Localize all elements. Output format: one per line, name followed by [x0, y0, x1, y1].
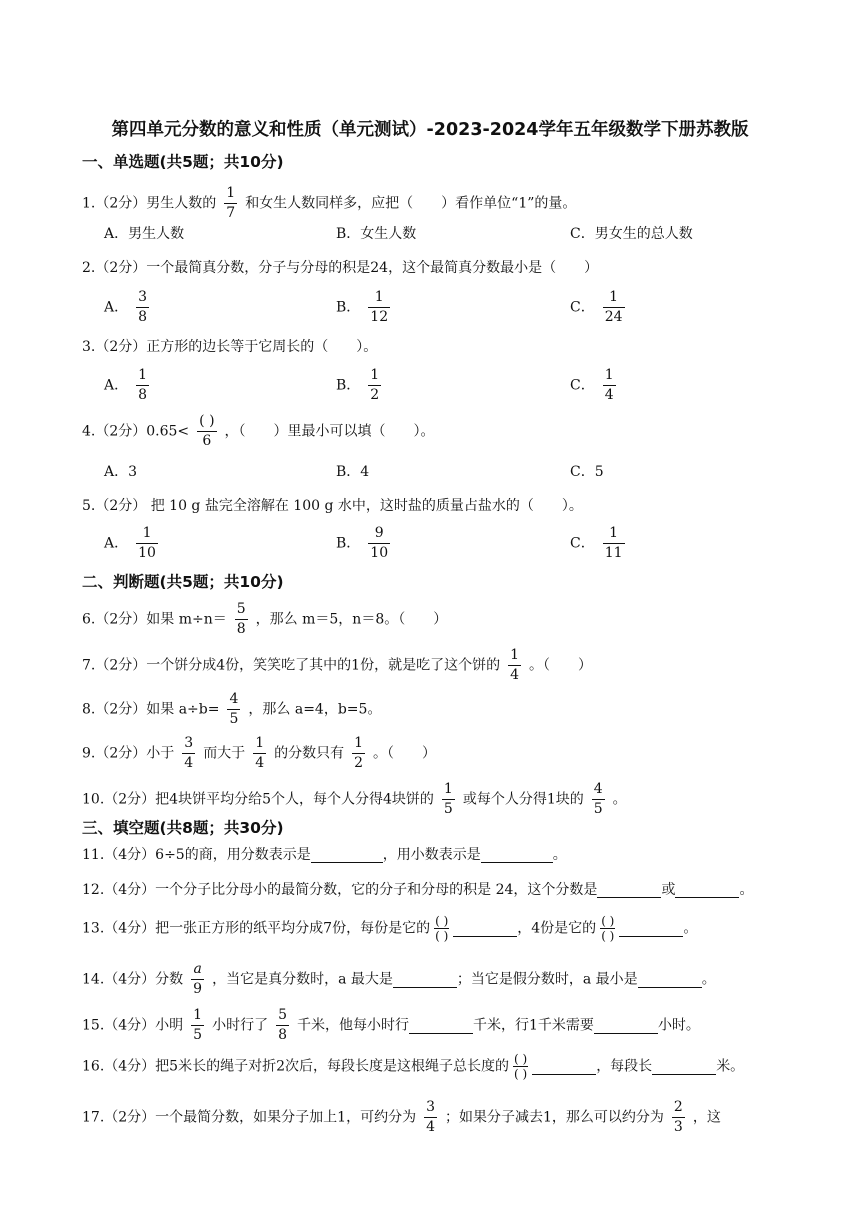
answer-blank[interactable]	[594, 1018, 658, 1034]
question-13: 13.（4分）把一张正方形的纸平均分成7份，每份是它的 $\frac{( )}{( )}$ ，4份是它的 $\frac{( )}{( )}$ 。	[82, 914, 698, 943]
answer-blank[interactable]	[675, 882, 739, 898]
question-6: 6.（2分）如果 m÷n＝ $\frac{5}{8}$ ，那么 m＝5，n＝8。（ ）	[82, 601, 448, 637]
question-3: 3.（2分）正方形的边长等于它周长的（ ）。	[82, 339, 378, 355]
answer-blank[interactable]	[638, 972, 702, 988]
answer-blank[interactable]	[453, 921, 517, 937]
fraction: $\frac{1}{5}$	[193, 1007, 203, 1043]
q4-option-b[interactable]: B．4	[336, 464, 370, 480]
q4-option-a[interactable]: A．3	[104, 464, 138, 480]
fraction: $\frac{9}{10}$	[370, 525, 389, 561]
question-4: 4.（2分）0.65< $\frac{( )}{6}$ ，（ ）里最小可以填（ ）。	[82, 413, 435, 449]
q2-option-b[interactable]: B． $\frac{1}{12}$	[336, 289, 389, 325]
fraction: $\frac{1}{12}$	[370, 289, 389, 325]
q2-option-c[interactable]: C． $\frac{1}{24}$	[570, 289, 623, 325]
question-17: 17.（2分）一个最简分数，如果分子加上1，可约分为 $\frac{3}{4}$ ；如果分子减去1，那么可以约分为 $\frac{2}{3}$ ，这	[82, 1099, 721, 1135]
fraction-blank[interactable]: $\frac{( )}{( )}$	[435, 914, 449, 943]
answer-blank[interactable]	[311, 847, 383, 863]
question-8: 8.（2分）如果 a÷b= $\frac{4}{5}$ ，那么 a=4，b=5。	[82, 691, 382, 727]
fraction: $\frac{3}{4}$	[184, 735, 194, 771]
fraction: $\frac{a}{9}$	[193, 961, 203, 997]
q3-option-b[interactable]: B． $\frac{1}{2}$	[336, 367, 380, 403]
q1-option-b[interactable]: B．女生人数	[336, 226, 417, 242]
q1-option-a[interactable]: A．男生人数	[104, 226, 185, 242]
answer-blank[interactable]	[409, 1018, 473, 1034]
fraction: $\frac{1}{4}$	[510, 647, 519, 683]
fraction: $\frac{4}{5}$	[593, 781, 603, 817]
fraction: $\frac{3}{8}$	[138, 289, 148, 325]
q5-option-c[interactable]: C． $\frac{1}{11}$	[570, 525, 623, 561]
page-title: 第四单元分数的意义和性质（单元测试）-2023-2024学年五年级数学下册苏教版	[111, 120, 749, 140]
q5-option-a[interactable]: A． $\frac{1}{10}$	[104, 525, 156, 561]
fraction: $\frac{1}{2}$	[354, 735, 364, 771]
section-heading-single-choice: 一、单选题(共5题；共10分)	[82, 153, 284, 171]
fraction: $\frac{1}{11}$	[604, 525, 623, 561]
section-heading-true-false: 二、判断题(共5题；共10分)	[82, 573, 284, 591]
fraction: $\frac{1}{10}$	[138, 525, 156, 561]
fraction: $\frac{1}{8}$	[138, 367, 148, 403]
question-15: 15.（4分）小明 $\frac{1}{5}$ 小时行了 $\frac{5}{8}$ 千米，他每小时行 千米，行1千米需要 小时。	[82, 1007, 700, 1043]
question-5: 5.（2分） 把 10 g 盐完全溶解在 100 g 水中，这时盐的质量占盐水的（ ）。	[82, 498, 583, 514]
fraction: $\frac{3}{4}$	[426, 1099, 435, 1135]
question-2: 2.（2分）一个最简真分数，分子与分母的积是24，这个最简真分数最小是（ ）	[82, 260, 599, 276]
fraction: $\frac{5}{8}$	[278, 1007, 288, 1043]
answer-blank[interactable]	[652, 1059, 716, 1075]
fraction: $\frac{1}{7}$	[226, 185, 236, 221]
question-7: 7.（2分）一个饼分成4份，笑笑吃了其中的1份，就是吃了这个饼的 $\frac{1}{4}$ 。（ ）	[82, 647, 592, 683]
q3-option-a[interactable]: A． $\frac{1}{8}$	[104, 367, 148, 403]
question-10: 10.（2分）把4块饼平均分给5个人，每个人分得4块饼的 $\frac{1}{5}$ 或每个人分得1块的 $\frac{4}{5}$ 。	[82, 781, 627, 817]
answer-blank[interactable]	[619, 921, 683, 937]
fraction: $\frac{2}{3}$	[673, 1099, 683, 1135]
question-16: 16.（4分）把5米长的绳子对折2次后，每段长度是这根绳子总长度的 $\frac{( )}{( )}$ ，每段长 米。	[82, 1052, 745, 1081]
fraction: $\frac{( )}{6}$	[199, 413, 215, 449]
answer-blank[interactable]	[532, 1059, 596, 1075]
q3-option-c[interactable]: C． $\frac{1}{4}$	[570, 367, 614, 403]
fraction: $\frac{1}{24}$	[604, 289, 623, 325]
question-14: 14.（4分）分数 $\frac{a}{9}$ ，当它是真分数时，a 最大是 ；当它是假分数时，a 最小是 。	[82, 961, 716, 997]
question-9: 9.（2分）小于 $\frac{3}{4}$ 而大于 $\frac{1}{4}$ 的分数只有 $\frac{1}{2}$ 。（ ）	[82, 735, 437, 771]
fraction-blank[interactable]: $\frac{( )}{( )}$	[514, 1052, 528, 1081]
q2-option-a[interactable]: A． $\frac{3}{8}$	[104, 289, 148, 325]
fraction: $\frac{1}{4}$	[604, 367, 614, 403]
question-11: 11.（4分）6÷5的商，用分数表示是 ，用小数表示是 。	[82, 847, 567, 863]
fraction: $\frac{1}{5}$	[443, 781, 453, 817]
section-heading-fill-in: 三、填空题(共8题；共30分)	[82, 819, 284, 837]
fraction: $\frac{5}{8}$	[236, 601, 246, 637]
answer-blank[interactable]	[393, 972, 457, 988]
q1-option-c[interactable]: C．男女生的总人数	[570, 226, 693, 242]
answer-blank[interactable]	[481, 847, 553, 863]
question-12: 12.（4分）一个分子比分母小的最简分数，它的分子和分母的积是 24，这个分数是 或 。	[82, 882, 754, 898]
fraction-blank[interactable]: $\frac{( )}{( )}$	[601, 914, 615, 943]
q5-option-b[interactable]: B． $\frac{9}{10}$	[336, 525, 389, 561]
fraction: $\frac{1}{4}$	[255, 735, 265, 771]
q4-option-c[interactable]: C．5	[570, 464, 604, 480]
question-1: 1.（2分）男生人数的 $\frac{1}{7}$ 和女生人数同样多，应把（ ）看作单位“1”的量。	[82, 185, 577, 221]
fraction: $\frac{1}{2}$	[370, 367, 380, 403]
answer-blank[interactable]	[597, 882, 661, 898]
fraction: $\frac{4}{5}$	[229, 691, 239, 727]
